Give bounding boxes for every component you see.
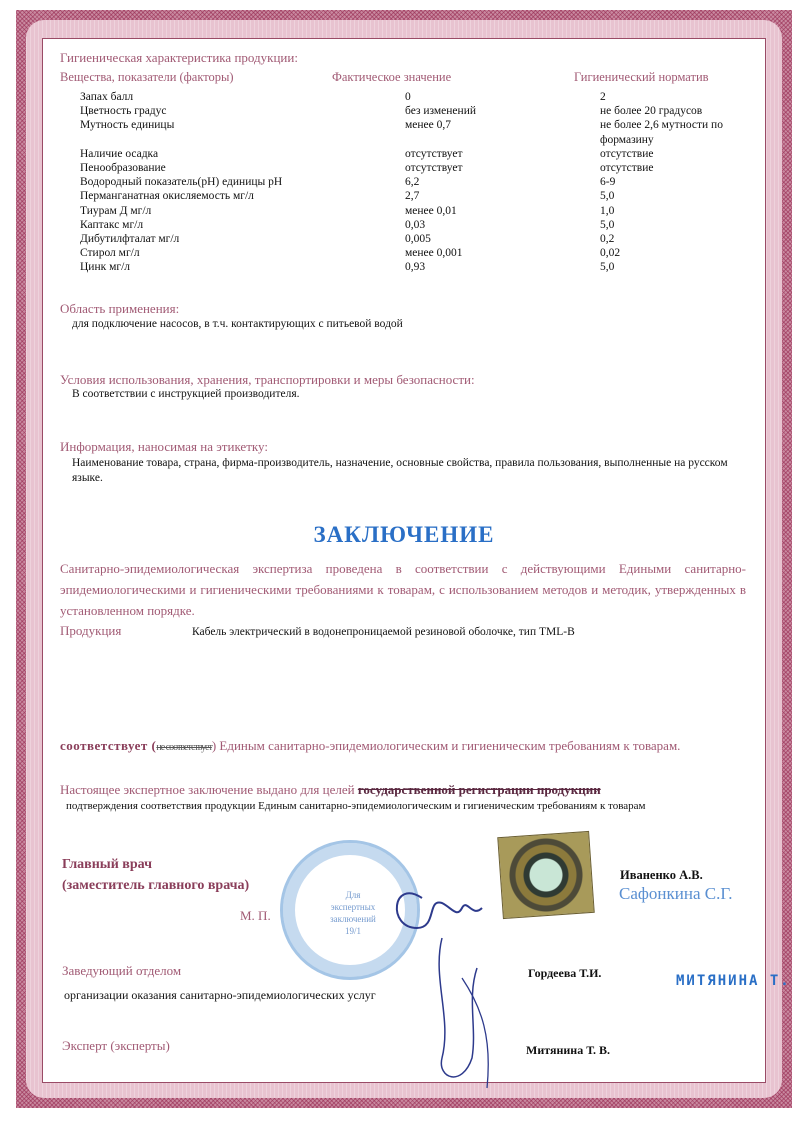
substance-cell: Цветность градус [80,105,167,118]
issued-purpose: подтверждения соответствия продукции Единым санитарно-эпидемиологическим и гигиеническим требованиям к товарам [66,800,646,812]
chief-doctor-name: Иваненко А.В. [620,868,703,882]
actual-value-cell: 0 [405,91,411,103]
actual-value-cell: отсутствует [405,147,463,160]
chief-doctor-title: Главный врач [62,857,152,872]
chief-doctor-deputy: (заместитель главного врача) [62,878,250,893]
substance-cell: Наличие осадка [80,147,159,160]
hygiene-section-title: Гигиеническая характеристика продукции: [60,50,298,65]
table-row [80,175,760,189]
table-row [80,204,760,218]
chief-doctor-block [62,854,249,896]
norm-value-cell: 5,0 [600,190,615,203]
table-row [80,118,760,146]
stamp-center-text [323,889,383,937]
column-header-norm: Гигиенический норматив [574,70,709,84]
expert-title: Эксперт (эксперты) [62,1038,170,1053]
norm-value-cell: 6-9 [600,176,616,189]
substance-cell: Перманганатная окисляемость мг/л [80,190,254,203]
norm-value-cell: 2 [600,91,606,103]
table-row [80,260,760,274]
norm-value-cell: 1,0 [600,204,615,217]
norm-value-cell: не более 20 градусов [600,105,703,118]
substance-cell: Каптакс мг/л [80,218,144,231]
actual-value-cell: без изменений [405,105,476,118]
conditions-title: Условия использования, хранения, транспортировки и меры безопасности: [60,372,475,387]
conclusion-title: ЗАКЛЮЧЕНИЕ [313,522,495,547]
head-of-department-subtitle: организации оказания санитарно-эпидемиологических услуг [64,988,376,1002]
substance-cell: Пенообразование [80,162,166,175]
table-row [80,232,760,246]
table-row [80,147,760,161]
application-title: Область применения: [60,301,180,316]
stamp-line: Для [345,890,361,900]
issued-statement [60,782,601,798]
conclusion-paragraph: Санитарно-эпидемиологическая экспертиза проведена в соответствии с действующими Едиными санитарно-эпидемиологическими и гигиеническими требованиями к товарам, с использованием методов и методик, утвержденных в установленном порядке. [60,561,746,618]
substance-cell: Водородный показатель(pH) единицы pH [80,176,283,189]
actual-value-cell: отсутствует [405,162,463,175]
stamp-line: заключений [330,914,376,924]
hygiene-table [80,90,760,275]
table-row [80,246,760,260]
norm-value-cell: отсутствие [600,147,654,160]
column-header-substances: Вещества, показатели (факторы) [60,70,234,84]
actual-value-cell: 2,7 [405,190,420,203]
stamp-line: 19/1 [344,926,361,936]
issued-struck-purpose: государственной регистрации продукции [357,782,601,797]
norm-value-cell: отсутствие [600,162,654,175]
table-row [80,161,760,175]
complies-statement [60,738,680,754]
norm-value-cell: 0,02 [600,247,621,260]
actual-value-cell: 6,2 [405,176,420,189]
substance-cell: Мутность единицы [80,119,175,132]
table-row [80,104,760,118]
actual-value-cell: менее 0,01 [405,204,457,217]
column-header-actual: Фактическое значение [332,70,452,84]
expert-name: Митянина Т. В. [526,1043,611,1057]
substance-cell: Цинк мг/л [80,261,131,274]
norm-value-cell: не более 2,6 мутности по формазину [600,119,723,146]
head-of-department-name-stamp: МИТЯНИНА Т. [676,973,791,989]
norm-value-cell: 0,2 [600,233,615,246]
document-content [42,38,791,1083]
application-text: для подключение насосов, в т.ч. контактирующих с питьевой водой [72,318,403,330]
actual-value-cell: 0,93 [405,261,426,274]
substance-cell: Дибутилфталат мг/л [80,233,180,246]
head-of-department-name: Гордеева Т.И. [528,966,602,980]
complies-rest: ) Единым санитарно-эпидемиологическим и гигиеническим требованиям к товарам. [211,738,681,753]
norm-value-cell: 5,0 [600,261,615,274]
actual-value-cell: 0,005 [405,233,431,246]
complies-struck-option: не соответствует [156,742,212,753]
substance-cell: Запах балл [80,91,134,103]
handwritten-signature [382,858,522,1098]
issued-prefix: Настоящее экспертное заключение выдано для целей [60,782,355,797]
head-of-department-title: Заведующий отделом [62,963,182,978]
conditions-text: В соответствии с инструкцией производителя. [72,388,300,400]
norm-value-cell: 5,0 [600,218,615,231]
substance-cell: Тиурам Д мг/л [80,204,152,217]
label-info-title: Информация, наносимая на этикетку: [60,439,268,454]
complies-word: соответствует ( [60,738,157,753]
chief-doctor-name-stamp: Сафонкина С.Г. [619,884,733,903]
table-row [80,189,760,203]
seal-place-label: М. П. [240,908,271,923]
substance-cell: Стирол мг/л [80,247,140,260]
actual-value-cell: менее 0,001 [405,247,463,260]
product-label: Продукция [60,623,122,638]
label-info-text: Наименование товара, страна, фирма-производитель, назначение, основные свойства, правила пользования, выполненные на русском языке. [72,457,728,484]
actual-value-cell: менее 0,7 [405,119,451,132]
stamp-line: экспертных [330,902,376,912]
actual-value-cell: 0,03 [405,218,426,231]
product-value: Кабель электрический в водонепроницаемой резиновой оболочке, тип TML-B [192,626,575,638]
table-row [80,218,760,232]
table-row [80,90,760,104]
